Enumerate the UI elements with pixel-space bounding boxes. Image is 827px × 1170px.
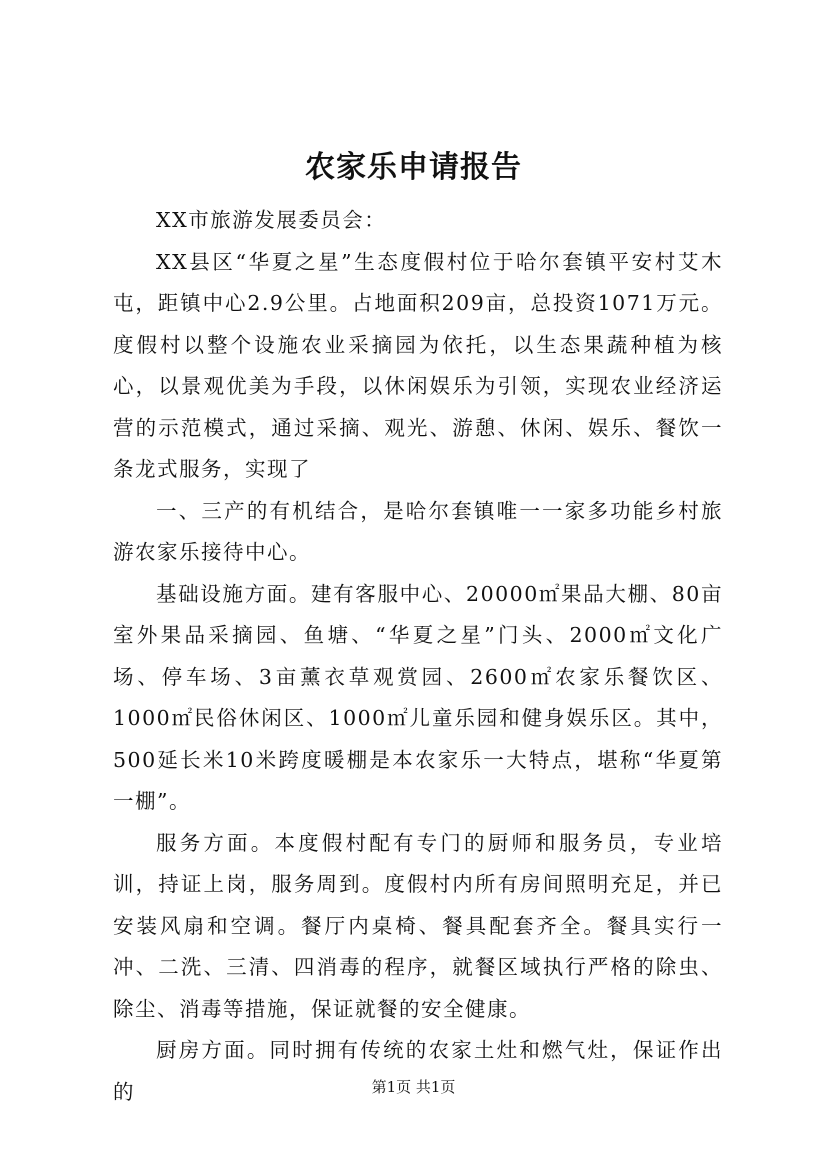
salutation: XX市旅游发展委员会： — [156, 208, 387, 232]
paragraph-kitchen: 厨房方面。同时拥有传统的农家土灶和燃气灶，保证作出的 — [113, 1038, 723, 1104]
document-body — [113, 200, 723, 1113]
paragraph-intro: XX县区“华夏之星”生态度假村位于哈尔套镇平安村艾木屯，距镇中心2.9公里。占地面积209亩，总投资1071万元。度假村以整个设施农业采摘园为依托，以生态果蔬种植为核心，以景观优美为手段，以休闲娱乐为引领，实现农业经济运营的示范模式，通过采摘、观光、游憩、休闲、娱乐、餐饮一条龙式服务，实现了 — [113, 249, 723, 481]
paragraph-integration: 一、三产的有机结合，是哈尔套镇唯一一家多功能乡村旅游农家乐接待中心。 — [113, 498, 723, 564]
paragraph-service: 服务方面。本度假村配有专门的厨师和服务员，专业培训，持证上岗，服务周到。度假村内所有房间照明充足，并已安装风扇和空调。餐厅内桌椅、餐具配套齐全。餐具实行一冲、二洗、三清、四消毒的程序，就餐区域执行严格的除虫、除尘、消毒等措施，保证就餐的安全健康。 — [113, 830, 723, 1021]
page-title: 农家乐申请报告 — [305, 150, 522, 185]
page-footer: 第1页 共1页 — [371, 1078, 456, 1096]
paragraph-infrastructure: 基础设施方面。建有客服中心、20000㎡果品大棚、80亩室外果品采摘园、鱼塘、“华夏之星”门头、2000㎡文化广场、停车场、3亩薰衣草观赏园、2600㎡农家乐餐饮区、1000㎡民俗休闲区、1000㎡儿童乐园和健身娱乐区。其中，500延长米10米跨度暖棚是本农家乐一大特点，堪称“华夏第一棚”。 — [113, 581, 723, 813]
